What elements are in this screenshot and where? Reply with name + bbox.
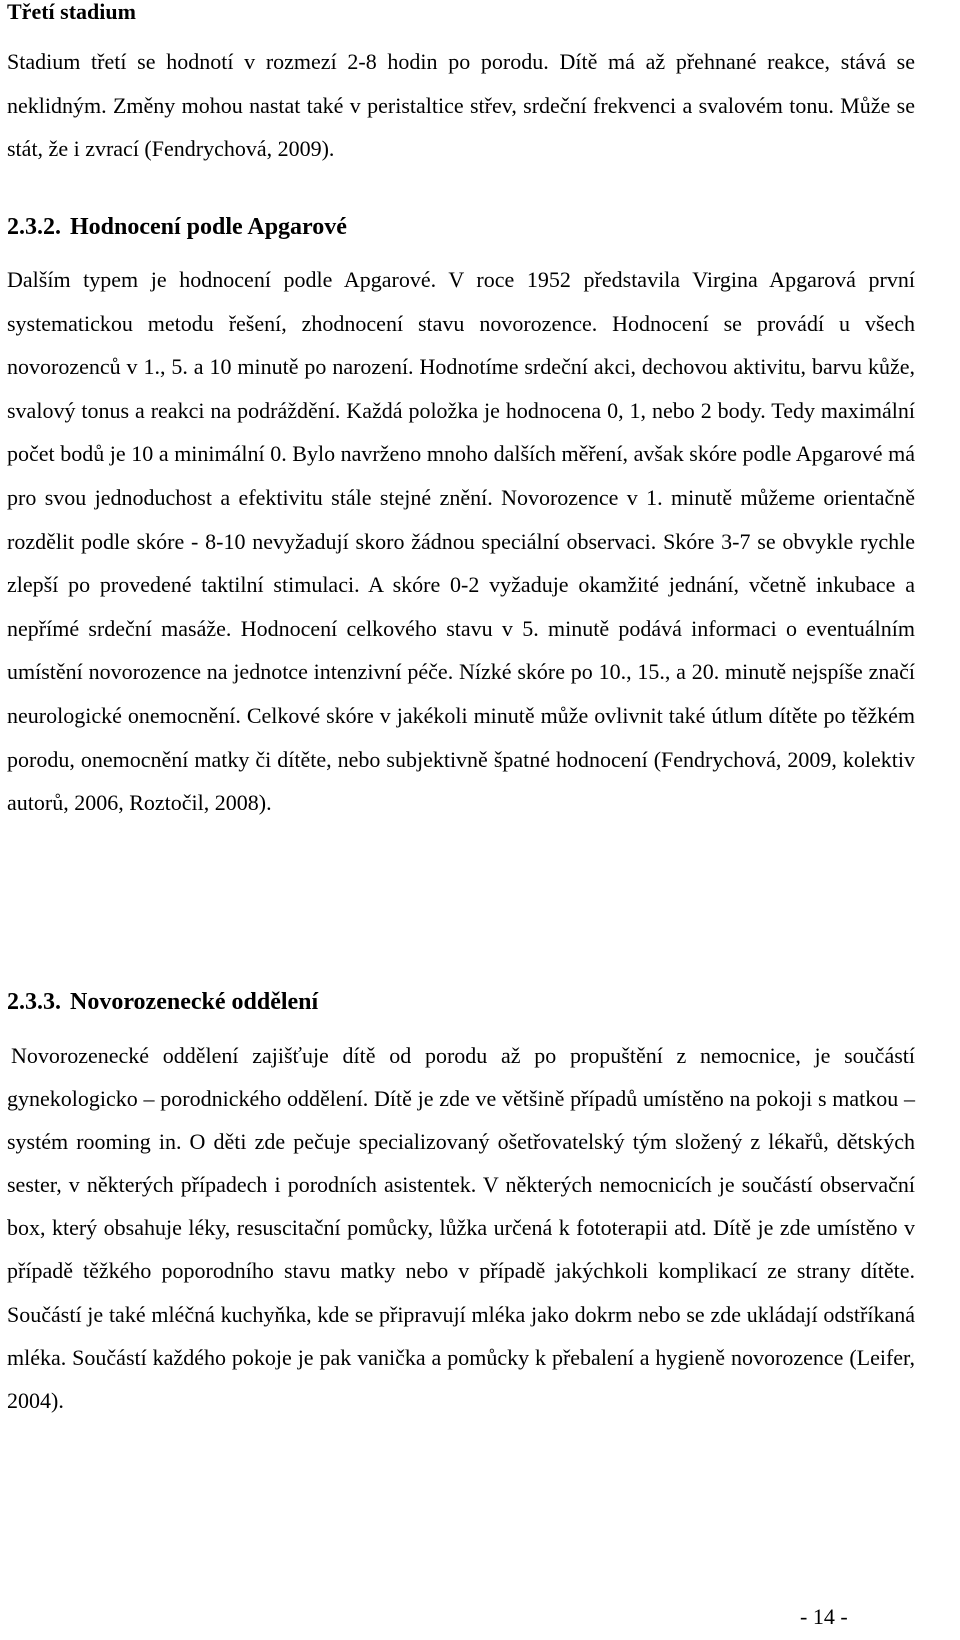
paragraph-third-stage: Stadium třetí se hodnotí v rozmezí 2-8 hodin po porodu. Dítě má až přehnané reakce, stává se neklidným. Změny mohou nastat také v peristaltice střev, srdeční frekvenci a svalovém tonu. Může se stát, že i zvrací (Fendrychová, 2009).: [7, 49, 915, 161]
heading-apgar-number: 2.3.2.: [7, 214, 61, 240]
paragraph-apgar: Dalším typem je hodnocení podle Apgarové. V roce 1952 představila Virgina Apgarová první systematickou metodu řešení, zhodnocení stavu novorozence. Hodnocení se provádí u všech novorozenců v 1., 5. a 10 minutě po narození. Hodnotíme srdeční akci, dechovou aktivitu, barvu kůže, svalový tonus a reakci na podráždění. Každá položka je hodnocena 0, 1, nebo 2 body. Tedy maximální počet bodů je 10 a minimální 0. Bylo navrženo mnoho dalších měření, avšak skóre podle Apgarové má pro svou jednoduchost a efektivitu stále stejné znění. Novorozence v 1. minutě můžeme orientačně rozdělit podle skóre - 8-10 nevyžadují skoro žádnou speciální observaci. Skóre 3-7 se obvykle rychle zlepší po provedené taktilní stimulaci. A skóre 0-2 vyžaduje okamžité jednání, včetně inkubace a nepřímé srdeční masáže. Hodnocení celkového stavu v 5. minutě podává informaci o eventuálním umístění novorozence na jednotce intenzivní péče. Nízké skóre po 10., 15., a 20. minutě nejspíše značí neurologické onemocnění. Celkové skóre v jakékoli minutě může ovlivnit také útlum dítěte po těžkém porodu, onemocnění matky či dítěte, nebo subjektivně špatné hodnocení (Fendrychová, 2009, kolektiv autorů, 2006, Roztočil, 2008).: [7, 267, 915, 816]
heading-apgar-score: [7, 210, 347, 244]
paragraph-newborn-ward: Novorozenecké oddělení zajišťuje dítě od porodu až po propuštění z nemocnice, je součástí gynekologicko – porodnického oddělení. Dítě je zde ve většině případů umístěno na pokoji s matkou – systém rooming in. O děti zde pečuje specializovaný ošetřovatelský tým složený z lékařů, dětských sester, v některých případech i porodních asistentek. V některých nemocnicích je součástí observační box, který obsahuje léky, resuscitační pomůcky, lůžka určená k fototerapii atd. Dítě je zde umístěno v případě těžkého poporodního stavu matky nebo v případě jakýchkoli komplikací ze strany dítěte. Součástí je také mléčná kuchyňka, kde se připravují mléka jako dokrm nebo se zde ukládají odstříkaná mléka. Součástí každého pokoje je pak vanička a pomůcky k přebalení a hygieně novorozence (Leifer, 2004).: [7, 1043, 915, 1413]
heading-newborn-number: 2.3.3.: [7, 989, 61, 1015]
page-number: - 14 -: [800, 1604, 848, 1629]
heading-apgar-title: Hodnocení podle Apgarové: [70, 214, 347, 240]
heading-newborn-title: Novorozenecké oddělení: [70, 989, 319, 1015]
subheading-third-stage: Třetí stadium: [7, 0, 136, 24]
heading-newborn-ward: [7, 985, 318, 1019]
